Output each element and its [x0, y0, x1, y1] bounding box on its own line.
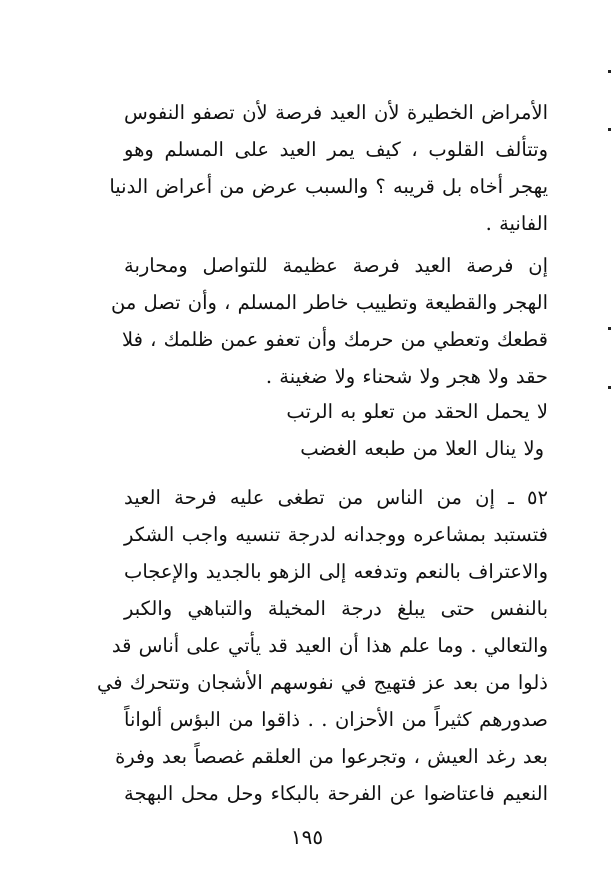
text-line: النعيم فاعتاضوا عن الفرحة بالبكاء وحل محل البهجة — [124, 782, 548, 805]
page-number: ١٩٥ — [290, 825, 324, 849]
text-line: وتتألف القلوب ، كيف يمر العيد على المسلم وهو — [124, 138, 548, 161]
text-line: فتستبد بمشاعره ووجدانه لدرجة تنسيه واجب الشكر — [124, 523, 548, 546]
text-line: والاعتراف بالنعم وتدفعه إلى الزهو بالجديد والإعجاب — [124, 560, 548, 583]
text-line: صدورهم كثيراً من الأحزان . . ذاقوا من البؤس ألواناً — [124, 708, 548, 731]
text-line: إن فرصة العيد فرصة عظيمة للتواصل ومحاربة — [124, 254, 548, 277]
margin-mark — [608, 386, 611, 389]
paragraph-continuation — [109, 94, 548, 242]
text-line: والتعالي . وما علم هذا أن العيد قد يأتي على أناس قد — [111, 634, 548, 657]
paragraph-52 — [96, 479, 548, 812]
text-line: ٥٢ ـ إن من الناس من تطغى عليه فرحة العيد — [124, 486, 548, 509]
text-line: الفانية . — [485, 212, 548, 235]
text-line: بالنفس حتى يبلغ درجة المخيلة والتباهي والكبر — [124, 597, 548, 620]
margin-mark — [608, 128, 611, 131]
text-line: بعد رغد العيش ، وتجرعوا من العلقم غصصاً بعد وفرة — [115, 745, 548, 768]
text-line: الهجر والقطيعة وتطييب خاطر المسلم ، وأن تصل من — [111, 291, 548, 314]
margin-mark — [608, 327, 611, 330]
verse-line: ولا ينال العلا من طبعه الغضب — [300, 437, 544, 460]
text-line: ذلوا من بعد عز فتهيج في نفوسهم الأشجان وتتحرك في — [96, 671, 548, 694]
paragraph-eid-opportunity — [111, 247, 548, 395]
margin-mark — [608, 70, 611, 73]
text-line: الأمراض الخطيرة لأن العيد فرصة لأن تصفو النفوس — [124, 101, 548, 124]
text-line: يهجر أخاه بل قريبه ؟ والسبب عرض من أعراض الدنيا — [109, 175, 548, 198]
text-line: حقد ولا هجر ولا شحناء ولا ضغينة . — [265, 365, 548, 388]
poetry-verse — [124, 393, 548, 467]
text-line: قطعك وتعطي من حرمك وأن تعفو عمن ظلمك ، فلا — [121, 328, 548, 351]
verse-line: لا يحمل الحقد من تعلو به الرتب — [286, 400, 548, 423]
